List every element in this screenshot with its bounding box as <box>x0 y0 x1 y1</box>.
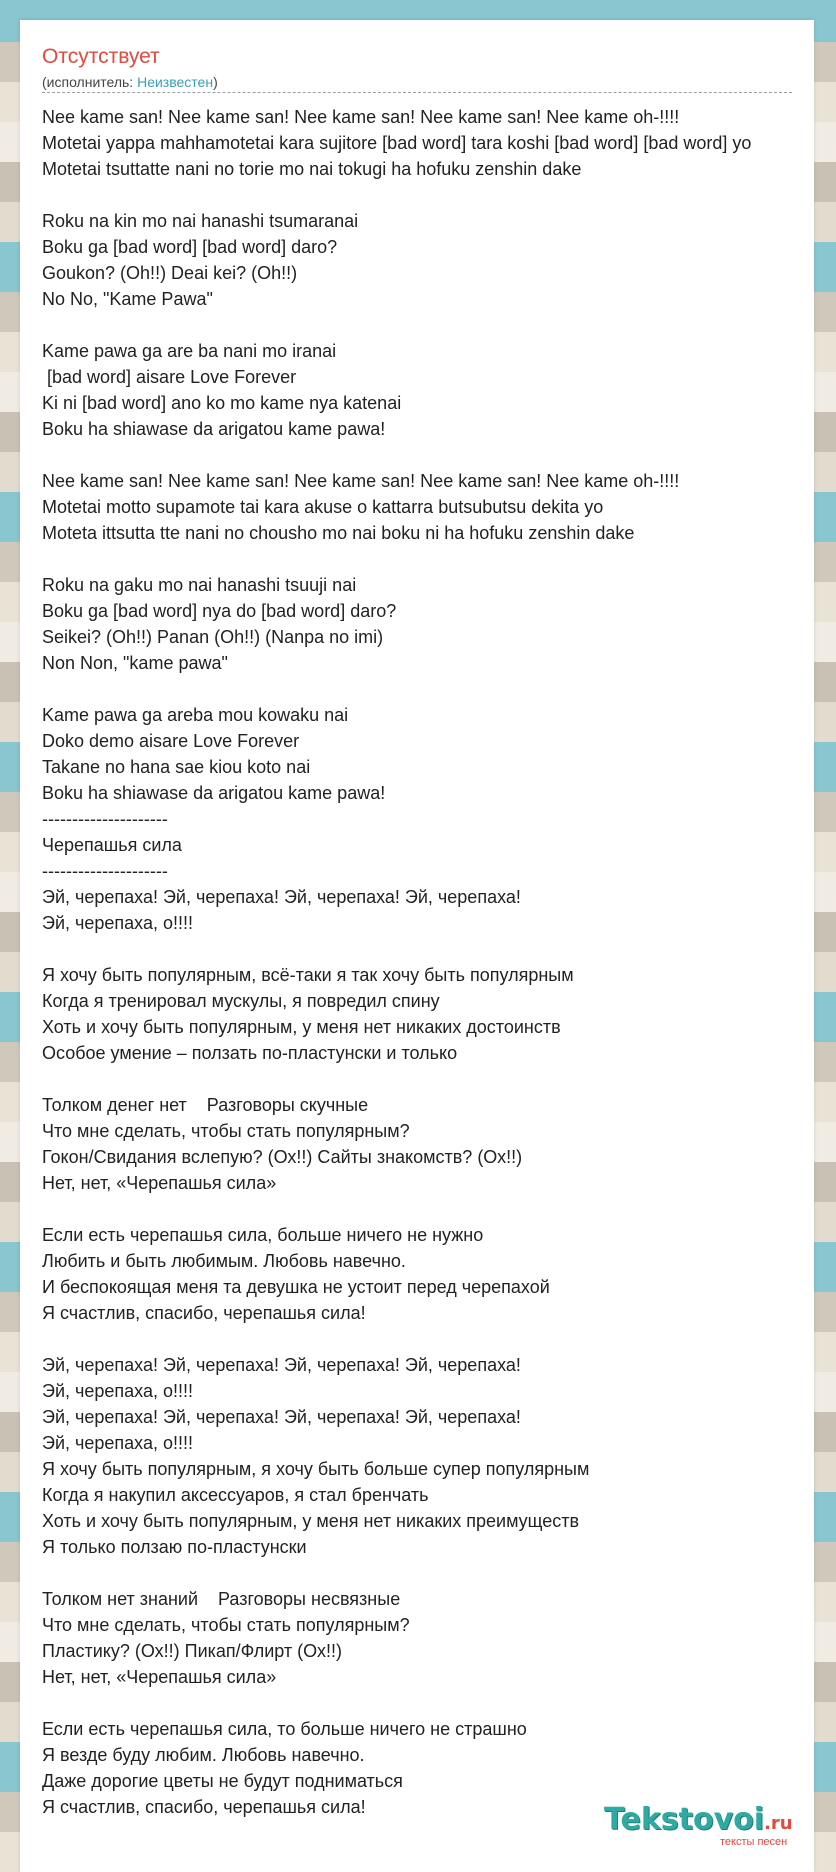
lyric-line <box>42 936 814 962</box>
lyric-line: Nee kame san! Nee kame san! Nee kame san! Nee kame san! Nee kame oh-!!!! <box>42 107 680 127</box>
lyric-line: Толком нет знаний Разговоры несвязные <box>42 1589 401 1609</box>
lyric-line: Гокон/Свидания вслепую? (Ох!!) Сайты знакомств? (Ох!!) <box>42 1147 523 1167</box>
artist-link[interactable]: Неизвестен <box>137 74 214 90</box>
lyric-line: Толком денег нет Разговоры скучные <box>42 1095 369 1115</box>
lyric-line <box>42 442 814 468</box>
lyric-line <box>42 1690 814 1716</box>
lyric-line: No No, "Kame Pawa" <box>42 289 213 309</box>
lyric-line: Kame pawa ga are ba nani mo iranai <box>42 341 337 361</box>
lyric-line: Nee kame san! Nee kame san! Nee kame san! Nee kame san! Nee kame oh-!!!! <box>42 471 680 491</box>
artist-prefix: (исполнитель: <box>42 74 138 90</box>
lyric-line: Даже дорогие цветы не будут подниматься <box>42 1771 403 1791</box>
lyric-line: Эй, черепаха, о!!!! <box>42 913 193 933</box>
artist-suffix: ) <box>213 74 218 90</box>
song-title: Отсутствует <box>42 45 160 68</box>
lyric-line: Что мне сделать, чтобы стать популярным? <box>42 1615 410 1635</box>
lyric-line: Я счастлив, спасибо, черепашья сила! <box>42 1303 366 1323</box>
lyric-line <box>42 1560 814 1586</box>
lyric-line: Seikei? (Oh!!) Panan (Oh!!) (Nanpa no imi) <box>42 627 384 647</box>
lyric-line: Boku ha shiawase da arigatou kame pawa! <box>42 419 386 439</box>
logo-tagline: тексты песен <box>720 1836 788 1848</box>
lyric-line: Хоть и хочу быть популярным, у меня нет никаких достоинств <box>42 1017 561 1037</box>
lyric-line: Когда я тренировал мускулы, я повредил спину <box>42 991 440 1011</box>
lyric-line: Non Non, "kame pawa" <box>42 653 228 673</box>
lyric-line: Boku ha shiawase da arigatou kame pawa! <box>42 783 386 803</box>
logo-tld: .ru <box>764 1813 793 1834</box>
lyric-line: Я хочу быть популярным, всё-таки я так хочу быть популярным <box>42 965 574 985</box>
lyric-line: Эй, черепаха! Эй, черепаха! Эй, черепаха! Эй, черепаха! <box>42 1355 521 1375</box>
lyric-line: [bad word] aisare Love Forever <box>42 367 297 387</box>
lyric-line <box>42 1326 814 1352</box>
artist-line <box>42 73 218 91</box>
lyric-line: Doko demo aisare Love Forever <box>42 731 300 751</box>
lyric-line: Boku ga [bad word] [bad word] daro? <box>42 237 338 257</box>
lyric-line <box>42 1196 814 1222</box>
site-logo[interactable] <box>604 1802 814 1852</box>
lyric-line: Любить и быть любимым. Любовь навечно. <box>42 1251 406 1271</box>
lyric-line: Нет, нет, «Черепашья сила» <box>42 1667 277 1687</box>
lyric-line: Хоть и хочу быть популярным, у меня нет никаких преимуществ <box>42 1511 580 1531</box>
lyric-line: Kame pawa ga areba mou kowaku nai <box>42 705 349 725</box>
lyric-line: Нет, нет, «Черепашья сила» <box>42 1173 277 1193</box>
lyric-line <box>42 312 814 338</box>
lyric-line: Эй, черепаха! Эй, черепаха! Эй, черепаха! Эй, черепаха! <box>42 1407 521 1427</box>
lyric-line: Эй, черепаха, о!!!! <box>42 1433 193 1453</box>
lyric-line <box>42 1066 814 1092</box>
lyric-line: Что мне сделать, чтобы стать популярным? <box>42 1121 410 1141</box>
lyric-line: Ki ni [bad word] ano ko mo kame nya katenai <box>42 393 402 413</box>
lyric-line: Roku na kin mo nai hanashi tsumaranai <box>42 211 359 231</box>
logo-name: Tekstovoi <box>604 1802 765 1837</box>
lyric-line <box>42 676 814 702</box>
lyric-line: Motetai tsuttatte nani no torie mo nai tokugi ha hofuku zenshin dake <box>42 159 582 179</box>
lyric-line: Когда я накупил аксессуаров, я стал бренчать <box>42 1485 429 1505</box>
lyric-line: Если есть черепашья сила, то больше ничего не страшно <box>42 1719 527 1739</box>
lyric-line: Roku na gaku mo nai hanashi tsuuji nai <box>42 575 357 595</box>
lyric-line: Moteta ittsutta tte nani no chousho mo nai boku ni ha hofuku zenshin dake <box>42 523 635 543</box>
lyric-line: Я везде буду любим. Любовь навечно. <box>42 1745 365 1765</box>
lyric-line: Я только ползаю по-пластунски <box>42 1537 307 1557</box>
lyric-line <box>42 182 814 208</box>
lyrics-card <box>20 20 814 1872</box>
lyric-line: Goukon? (Oh!!) Deai kei? (Oh!!) <box>42 263 298 283</box>
lyric-line: Пластику? (Ох!!) Пикап/Флирт (Ох!!) <box>42 1641 342 1661</box>
lyric-line: Motetai motto supamote tai kara akuse o kattarra butsubutsu dekita yo <box>42 497 604 517</box>
header-divider <box>42 92 792 93</box>
lyric-line: И беспокоящая меня та девушка не устоит перед черепахой <box>42 1277 550 1297</box>
lyric-line: Эй, черепаха, о!!!! <box>42 1381 193 1401</box>
lyric-line: Motetai yappa mahhamotetai kara sujitore [bad word] tara koshi [bad word] [bad word] yo <box>42 133 752 153</box>
lyric-line: Особое умение – ползать по-пластунски и только <box>42 1043 458 1063</box>
lyric-line: Черепашья сила <box>42 835 182 855</box>
lyric-line <box>42 546 814 572</box>
lyric-line: Takane no hana sae kiou koto nai <box>42 757 311 777</box>
lyric-line: --------------------- <box>42 809 168 829</box>
lyric-line: Boku ga [bad word] nya do [bad word] daro? <box>42 601 397 621</box>
lyric-line: Эй, черепаха! Эй, черепаха! Эй, черепаха! Эй, черепаха! <box>42 887 521 907</box>
lyric-line: Я хочу быть популярным, я хочу быть больше супер популярным <box>42 1459 590 1479</box>
lyrics-text <box>42 104 814 1820</box>
lyric-line: --------------------- <box>42 861 168 881</box>
lyric-line: Я счастлив, спасибо, черепашья сила! <box>42 1797 366 1817</box>
lyric-line: Если есть черепашья сила, больше ничего не нужно <box>42 1225 484 1245</box>
